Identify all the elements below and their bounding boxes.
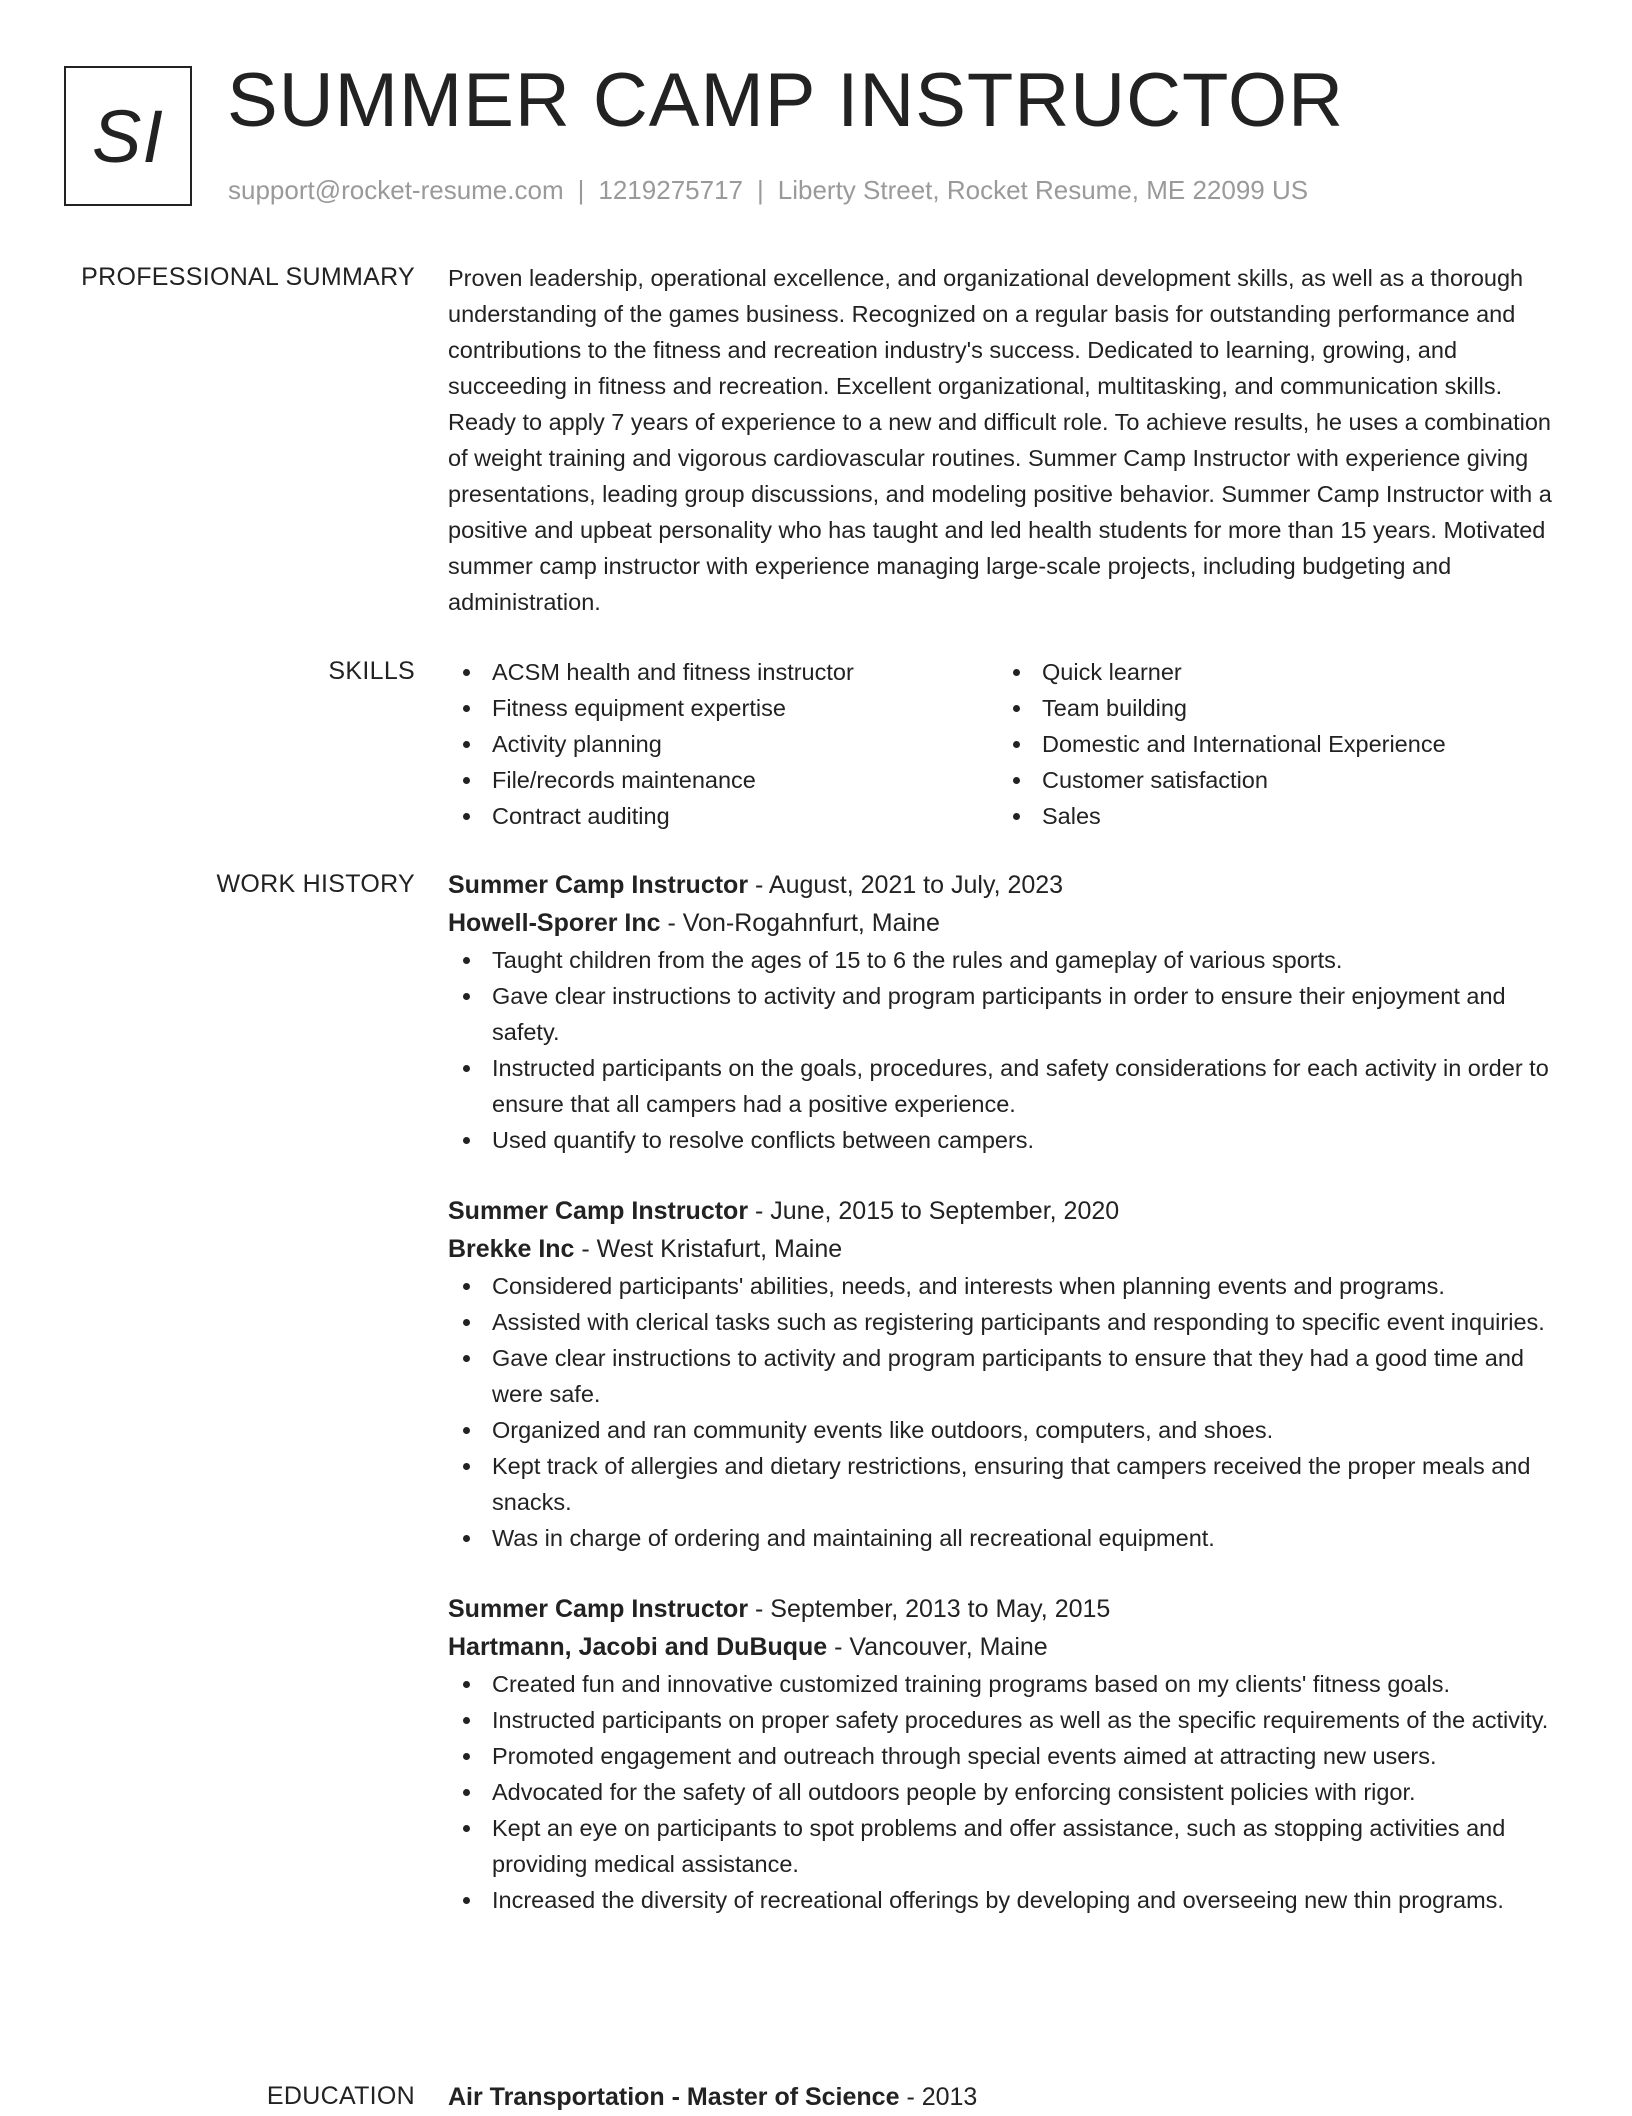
job-company-line bbox=[448, 904, 1566, 942]
job-dates: - August, 2021 to July, 2023 bbox=[748, 871, 1064, 899]
job-title-line bbox=[448, 1590, 1566, 1628]
skill-item: Contract auditing bbox=[448, 798, 998, 834]
work-history-body bbox=[448, 866, 1566, 1952]
job-duties-list bbox=[448, 1268, 1566, 1556]
monogram-badge: SI bbox=[64, 66, 192, 206]
summary-body bbox=[448, 260, 1566, 620]
education-degree: Air Transportation - Master of Science bbox=[448, 2083, 900, 2111]
skill-item: Fitness equipment expertise bbox=[448, 690, 998, 726]
job-title: Summer Camp Instructor bbox=[448, 871, 749, 899]
contact-line bbox=[228, 172, 1308, 208]
job-duty: Taught children from the ages of 15 to 6 the rules and gameplay of various sports. bbox=[448, 942, 1566, 978]
education-entry bbox=[448, 2078, 1566, 2116]
job-company: Brekke Inc bbox=[448, 1235, 575, 1263]
job-duty: Considered participants' abilities, needs, and interests when planning events and programs. bbox=[448, 1268, 1566, 1304]
section-heading-work-history: WORK HISTORY bbox=[216, 870, 415, 898]
section-heading-skills: SKILLS bbox=[328, 657, 415, 685]
job-title: Summer Camp Instructor bbox=[448, 1595, 749, 1623]
contact-separator: | bbox=[577, 175, 585, 205]
job-duty: Promoted engagement and outreach through special events aimed at attracting new users. bbox=[448, 1738, 1566, 1774]
skill-item: File/records maintenance bbox=[448, 762, 998, 798]
job-duty: Assisted with clerical tasks such as registering participants and responding to specific event inquiries. bbox=[448, 1304, 1566, 1340]
skills-body bbox=[448, 654, 1566, 834]
summary-text: Proven leadership, operational excellence, and organizational development skills, as well as a thorough understanding of the games business. Recognized on a regular basis for outstanding performance and contributions to the fitness and recreation industry's success. Dedicated to learning, growing, and succeeding in fitness and recreation. Excellent organizational, multitasking, and communication skills. Ready to apply 7 years of experience to a new and difficult role. To achieve results, he uses a combination of weight training and vigorous cardiovascular routines. Summer Camp Instructor with experience giving presentations, leading group discussions, and modeling positive behavior. Summer Camp Instructor with a positive and upbeat personality who has taught and led health students for more than 15 years. Motivated summer camp instructor with experience managing large-scale projects, including budgeting and administration. bbox=[448, 265, 1552, 615]
job-duties-list bbox=[448, 942, 1566, 1158]
resume-header bbox=[0, 0, 1632, 230]
job-duty: Advocated for the safety of all outdoors people by enforcing consistent policies with rigor. bbox=[448, 1774, 1566, 1810]
job-dates: - September, 2013 to May, 2015 bbox=[748, 1595, 1111, 1623]
job-location: - Vancouver, Maine bbox=[827, 1633, 1048, 1661]
job-entry bbox=[448, 866, 1566, 1158]
job-duty: Instructed participants on proper safety procedures as well as the specific requirements of the activity. bbox=[448, 1702, 1566, 1738]
job-company: Hartmann, Jacobi and DuBuque bbox=[448, 1633, 828, 1661]
job-duty: Kept an eye on participants to spot problems and offer assistance, such as stopping activities and providing medical assistance. bbox=[448, 1810, 1566, 1882]
job-company: Howell-Sporer Inc bbox=[448, 909, 661, 937]
skill-item: Quick learner bbox=[998, 654, 1548, 690]
job-location: - West Kristafurt, Maine bbox=[574, 1235, 843, 1263]
contact-separator: | bbox=[757, 175, 764, 205]
section-heading-summary: PROFESSIONAL SUMMARY bbox=[81, 263, 415, 291]
job-location: - Von-Rogahnfurt, Maine bbox=[660, 909, 940, 937]
skill-item: ACSM health and fitness instructor bbox=[448, 654, 998, 690]
job-entry bbox=[448, 1192, 1566, 1556]
section-heading-education: EDUCATION bbox=[266, 2082, 415, 2110]
job-title-line bbox=[448, 866, 1566, 904]
skill-item: Domestic and International Experience bbox=[998, 726, 1548, 762]
job-title: Summer Camp Instructor bbox=[448, 1197, 749, 1225]
skill-item: Activity planning bbox=[448, 726, 998, 762]
job-duty: Kept track of allergies and dietary restrictions, ensuring that campers received the proper meals and snacks. bbox=[448, 1448, 1566, 1520]
job-duty: Instructed participants on the goals, procedures, and safety considerations for each activity in order to ensure that all campers had a positive experience. bbox=[448, 1050, 1566, 1122]
skill-item: Team building bbox=[998, 690, 1548, 726]
job-dates: - June, 2015 to September, 2020 bbox=[748, 1197, 1120, 1225]
education-body bbox=[448, 2078, 1566, 2116]
skill-item: Sales bbox=[998, 798, 1548, 834]
job-title-line bbox=[448, 1192, 1566, 1230]
job-duty: Gave clear instructions to activity and program participants to ensure that they had a good time and were safe. bbox=[448, 1340, 1566, 1412]
contact-phone[interactable]: 1219275717 bbox=[598, 175, 743, 205]
skills-list-left bbox=[448, 654, 998, 834]
job-entry bbox=[448, 1590, 1566, 1918]
job-duty: Gave clear instructions to activity and program participants in order to ensure their enjoyment and safety. bbox=[448, 978, 1566, 1050]
job-company-line bbox=[448, 1230, 1566, 1268]
contact-address: Liberty Street, Rocket Resume, ME 22099 US bbox=[777, 175, 1309, 205]
job-duty: Organized and ran community events like outdoors, computers, and shoes. bbox=[448, 1412, 1566, 1448]
job-duty: Used quantify to resolve conflicts between campers. bbox=[448, 1122, 1566, 1158]
education-year: - 2013 bbox=[899, 2083, 978, 2111]
skill-item: Customer satisfaction bbox=[998, 762, 1548, 798]
page-title: SUMMER CAMP INSTRUCTOR bbox=[227, 58, 1345, 143]
contact-email[interactable]: support@rocket-resume.com bbox=[228, 175, 564, 205]
job-duty: Created fun and innovative customized training programs based on my clients' fitness goals. bbox=[448, 1666, 1566, 1702]
job-duty: Was in charge of ordering and maintaining all recreational equipment. bbox=[448, 1520, 1566, 1556]
job-company-line bbox=[448, 1628, 1566, 1666]
job-duty: Increased the diversity of recreational offerings by developing and overseeing new thin programs. bbox=[448, 1882, 1566, 1918]
skills-list-right bbox=[998, 654, 1548, 834]
job-duties-list bbox=[448, 1666, 1566, 1918]
